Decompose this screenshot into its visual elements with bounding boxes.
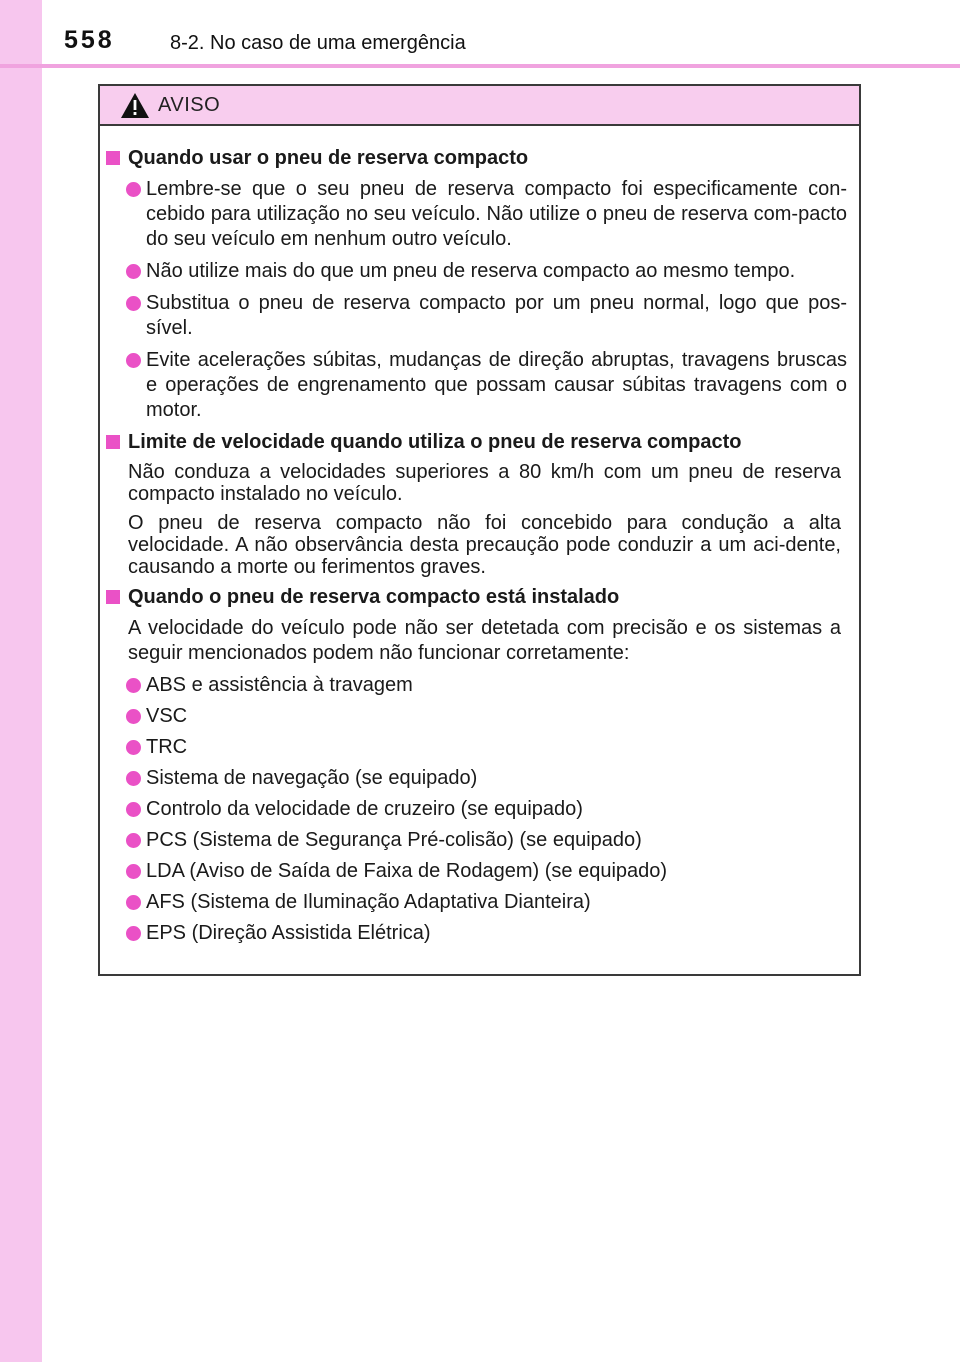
- circle-bullet-icon: [126, 740, 141, 755]
- list-item: TRC: [104, 735, 853, 760]
- circle-bullet-icon: [126, 182, 141, 197]
- paragraph: Não conduza a velocidades superiores a 80 km/h com um pneu de reserva compacto instalado no veículo.: [128, 461, 841, 505]
- circle-bullet-icon: [126, 678, 141, 693]
- section-heading: Limite de velocidade quando utiliza o pneu de reserva compacto: [104, 430, 853, 455]
- circle-bullet-icon: [126, 895, 141, 910]
- circle-bullet-icon: [126, 771, 141, 786]
- square-bullet-icon: [106, 590, 120, 604]
- warning-header: [100, 86, 859, 126]
- warning-triangle-icon: [120, 92, 150, 119]
- circle-bullet-icon: [126, 296, 141, 311]
- warning-label: AVISO: [158, 93, 221, 116]
- circle-bullet-icon: [126, 709, 141, 724]
- list-item: Lembre-se que o seu pneu de reserva compacto foi especificamente con-cebido para utilização no seu veículo. Não utilize o pneu de reserva com-pacto do seu veículo em nenhum outro veículo.: [104, 177, 853, 252]
- list-item: EPS (Direção Assistida Elétrica): [104, 921, 853, 946]
- square-bullet-icon: [106, 435, 120, 449]
- list-item: VSC: [104, 704, 853, 729]
- list-item: Evite acelerações súbitas, mudanças de direção abruptas, travagens bruscas e operações de engrenamento que possam causar súbitas travagens com o motor.: [104, 348, 853, 423]
- section-title: 8-2. No caso de uma emergência: [170, 32, 466, 54]
- page-number: 558: [64, 26, 115, 54]
- list-item: Substitua o pneu de reserva compacto por um pneu normal, logo que pos-sível.: [104, 291, 853, 341]
- circle-bullet-icon: [126, 926, 141, 941]
- section-heading: Quando usar o pneu de reserva compacto: [104, 146, 853, 171]
- list-item: Não utilize mais do que um pneu de reserva compacto ao mesmo tempo.: [104, 259, 853, 284]
- list-item: ABS e assistência à travagem: [104, 673, 853, 698]
- circle-bullet-icon: [126, 802, 141, 817]
- circle-bullet-icon: [126, 353, 141, 368]
- square-bullet-icon: [106, 151, 120, 165]
- list-item: Sistema de navegação (se equipado): [104, 766, 853, 791]
- warning-content: [100, 126, 859, 946]
- side-color-band: [0, 0, 42, 1362]
- list-item: PCS (Sistema de Segurança Pré-colisão) (se equipado): [104, 828, 853, 853]
- circle-bullet-icon: [126, 833, 141, 848]
- list-item: AFS (Sistema de Iluminação Adaptativa Dianteira): [104, 890, 853, 915]
- paragraph: A velocidade do veículo pode não ser detetada com precisão e os sistemas a seguir mencionados podem não funcionar corretamente:: [128, 617, 841, 664]
- warning-box: [98, 84, 861, 976]
- paragraph: O pneu de reserva compacto não foi concebido para condução a alta velocidade. A não observância desta precaução pode conduzir a um aci-dente, causando a morte ou ferimentos graves.: [128, 512, 841, 578]
- header-rule: [0, 64, 960, 68]
- section-heading: Quando o pneu de reserva compacto está instalado: [104, 585, 853, 610]
- circle-bullet-icon: [126, 864, 141, 879]
- list-item: Controlo da velocidade de cruzeiro (se equipado): [104, 797, 853, 822]
- list-item: LDA (Aviso de Saída de Faixa de Rodagem) (se equipado): [104, 859, 853, 884]
- circle-bullet-icon: [126, 264, 141, 279]
